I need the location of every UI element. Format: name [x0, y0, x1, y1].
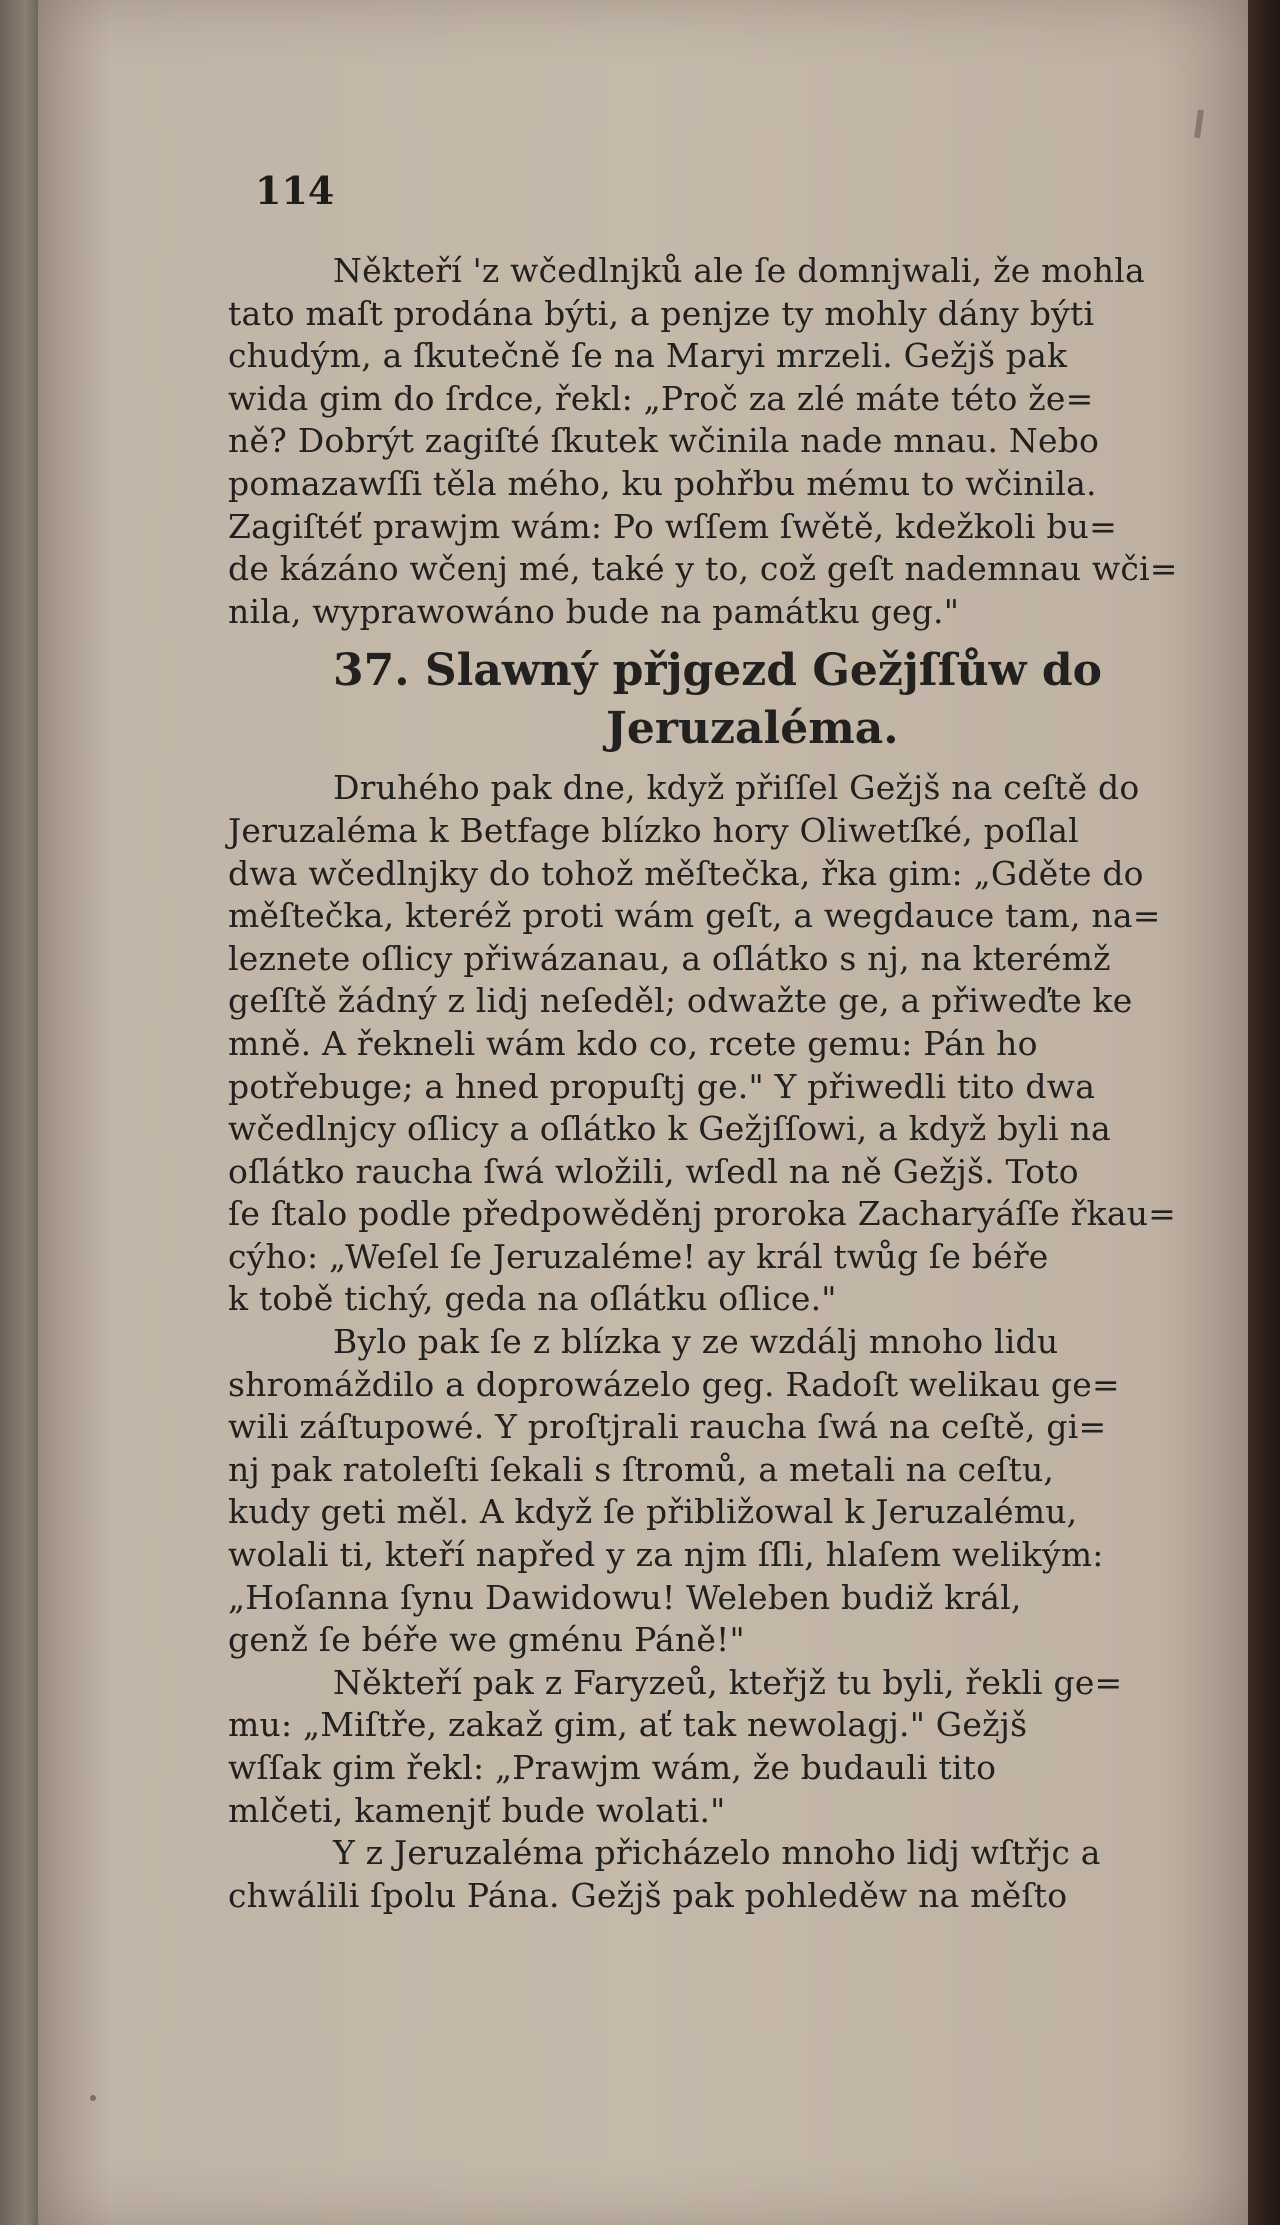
text-line: mlčeti, kamenjť bude wolati.": [228, 1790, 726, 1830]
text-line: Jeruzaléma k Betfage blízko hory Oliwetſké, poſlal: [228, 810, 1079, 850]
text-line: cýho: „Weſel ſe Jeruzaléme! ay král twůg ſe béře: [228, 1236, 1049, 1276]
text-line: genž ſe béře we gménu Páně!": [228, 1620, 745, 1660]
text-line: Zagiſtéť prawjm wám: Po wſſem ſwětě, kdežkoli bu=: [228, 506, 1117, 546]
text-line: kudy geti měl. A když ſe přibližowal k Jeruzalému,: [228, 1492, 1078, 1532]
paragraph-3: [228, 1321, 1228, 1662]
page-text: [228, 250, 1228, 1917]
text-line: měſtečka, kteréž proti wám geſt, a wegdauce tam, na=: [228, 896, 1161, 936]
text-line: mně. A řekneli wám kdo co, rcete gemu: Pán ho: [228, 1023, 1038, 1063]
text-line: ně? Dobrýt zagiſté ſkutek wčinila nade mnau. Nebo: [228, 421, 1100, 461]
text-line: de kázáno wčenj mé, také y to, což geſt nademnau wči=: [228, 549, 1178, 589]
text-line: Bylo pak ſe z blízka y ze wzdálj mnoho lidu: [333, 1322, 1059, 1362]
section-heading: 37. Slawný přjgezd Gežjſſůw do: [333, 645, 1102, 697]
text-line: tato maſt prodána býti, a penjze ty mohly dány býti: [228, 293, 1095, 333]
text-line: wčedlnjcy oſlicy a oſlátko k Gežjſſowi, a když byli na: [228, 1109, 1111, 1149]
text-line: dwa wčedlnjky do tohož měſtečka, řka gim: „Gděte do: [228, 853, 1144, 893]
paragraph-4: [228, 1662, 1228, 1832]
text-line: Y z Jeruzaléma přicházelo mnoho lidj wſtřjc a: [333, 1833, 1101, 1873]
text-line: wili záſtupowé. Y proſtjrali raucha ſwá na ceſtě, gi=: [228, 1407, 1107, 1447]
section-heading-continued: Jeruzaléma.: [606, 703, 899, 755]
paragraph-2: [228, 767, 1228, 1321]
text-line: „Hoſanna ſynu Dawidowu! Weleben budiž král,: [228, 1577, 1022, 1617]
text-line: Druhého pak dne, když přiſſel Gežjš na ceſtě do: [333, 768, 1140, 808]
text-line: nj pak ratoleſti ſekali s ſtromů, a metali na ceſtu,: [228, 1449, 1055, 1489]
paragraph-1: [228, 250, 1228, 633]
paper-speck: [90, 2095, 96, 2101]
text-line: chwálili ſpolu Pána. Gežjš pak pohleděw na měſto: [228, 1875, 1068, 1915]
text-line: Někteří 'z wčedlnjků ale ſe domnjwali, že mohla: [333, 251, 1145, 290]
text-line: chudým, a ſkutečně ſe na Maryi mrzeli. Gežjš pak: [228, 336, 1068, 376]
text-line: potřebuge; a hned propuſtj ge." Y přiwedli tito dwa: [228, 1066, 1096, 1106]
text-line: wſſak gim řekl: „Prawjm wám, že budauli tito: [228, 1748, 997, 1787]
text-line: pomazawſſi těla mého, ku pohřbu mému to wčinila.: [228, 463, 1097, 503]
page-number: 114: [255, 168, 335, 213]
text-line: oſlátko raucha ſwá wložili, wſedl na ně Gežjš. Toto: [228, 1151, 1079, 1191]
text-line: nila, wyprawowáno bude na památku geg.": [228, 591, 960, 631]
text-line: geſſtě žádný z lidj neſeděl; odwažte ge, a přiweďte ke: [228, 981, 1133, 1021]
text-line: wida gim do ſrdce, řekl: „Proč za zlé máte této že=: [228, 378, 1094, 418]
text-line: wolali ti, kteří napřed y za njm ſſli, hlaſem welikým:: [228, 1535, 1104, 1575]
text-line: Někteří pak z Faryzeů, kteřjž tu byli, řekli ge=: [333, 1662, 1123, 1702]
paragraph-5: [228, 1832, 1228, 1917]
text-line: mu: „Miſtře, zakaž gim, ať tak newolagj." Gežjš: [228, 1705, 1028, 1745]
text-line: shromáždilo a doprowázelo geg. Radoſt welikau ge=: [228, 1364, 1120, 1404]
book-spine-edge: [1248, 0, 1280, 2225]
text-line: ſe ſtalo podle předpowěděnj proroka Zacharyáſſe řkau=: [228, 1194, 1177, 1234]
text-line: k tobě tichý, geda na oſlátku oſlice.": [228, 1279, 837, 1319]
text-line: leznete oſlicy přiwázanau, a oſlátko s nj, na kterémž: [228, 938, 1111, 978]
